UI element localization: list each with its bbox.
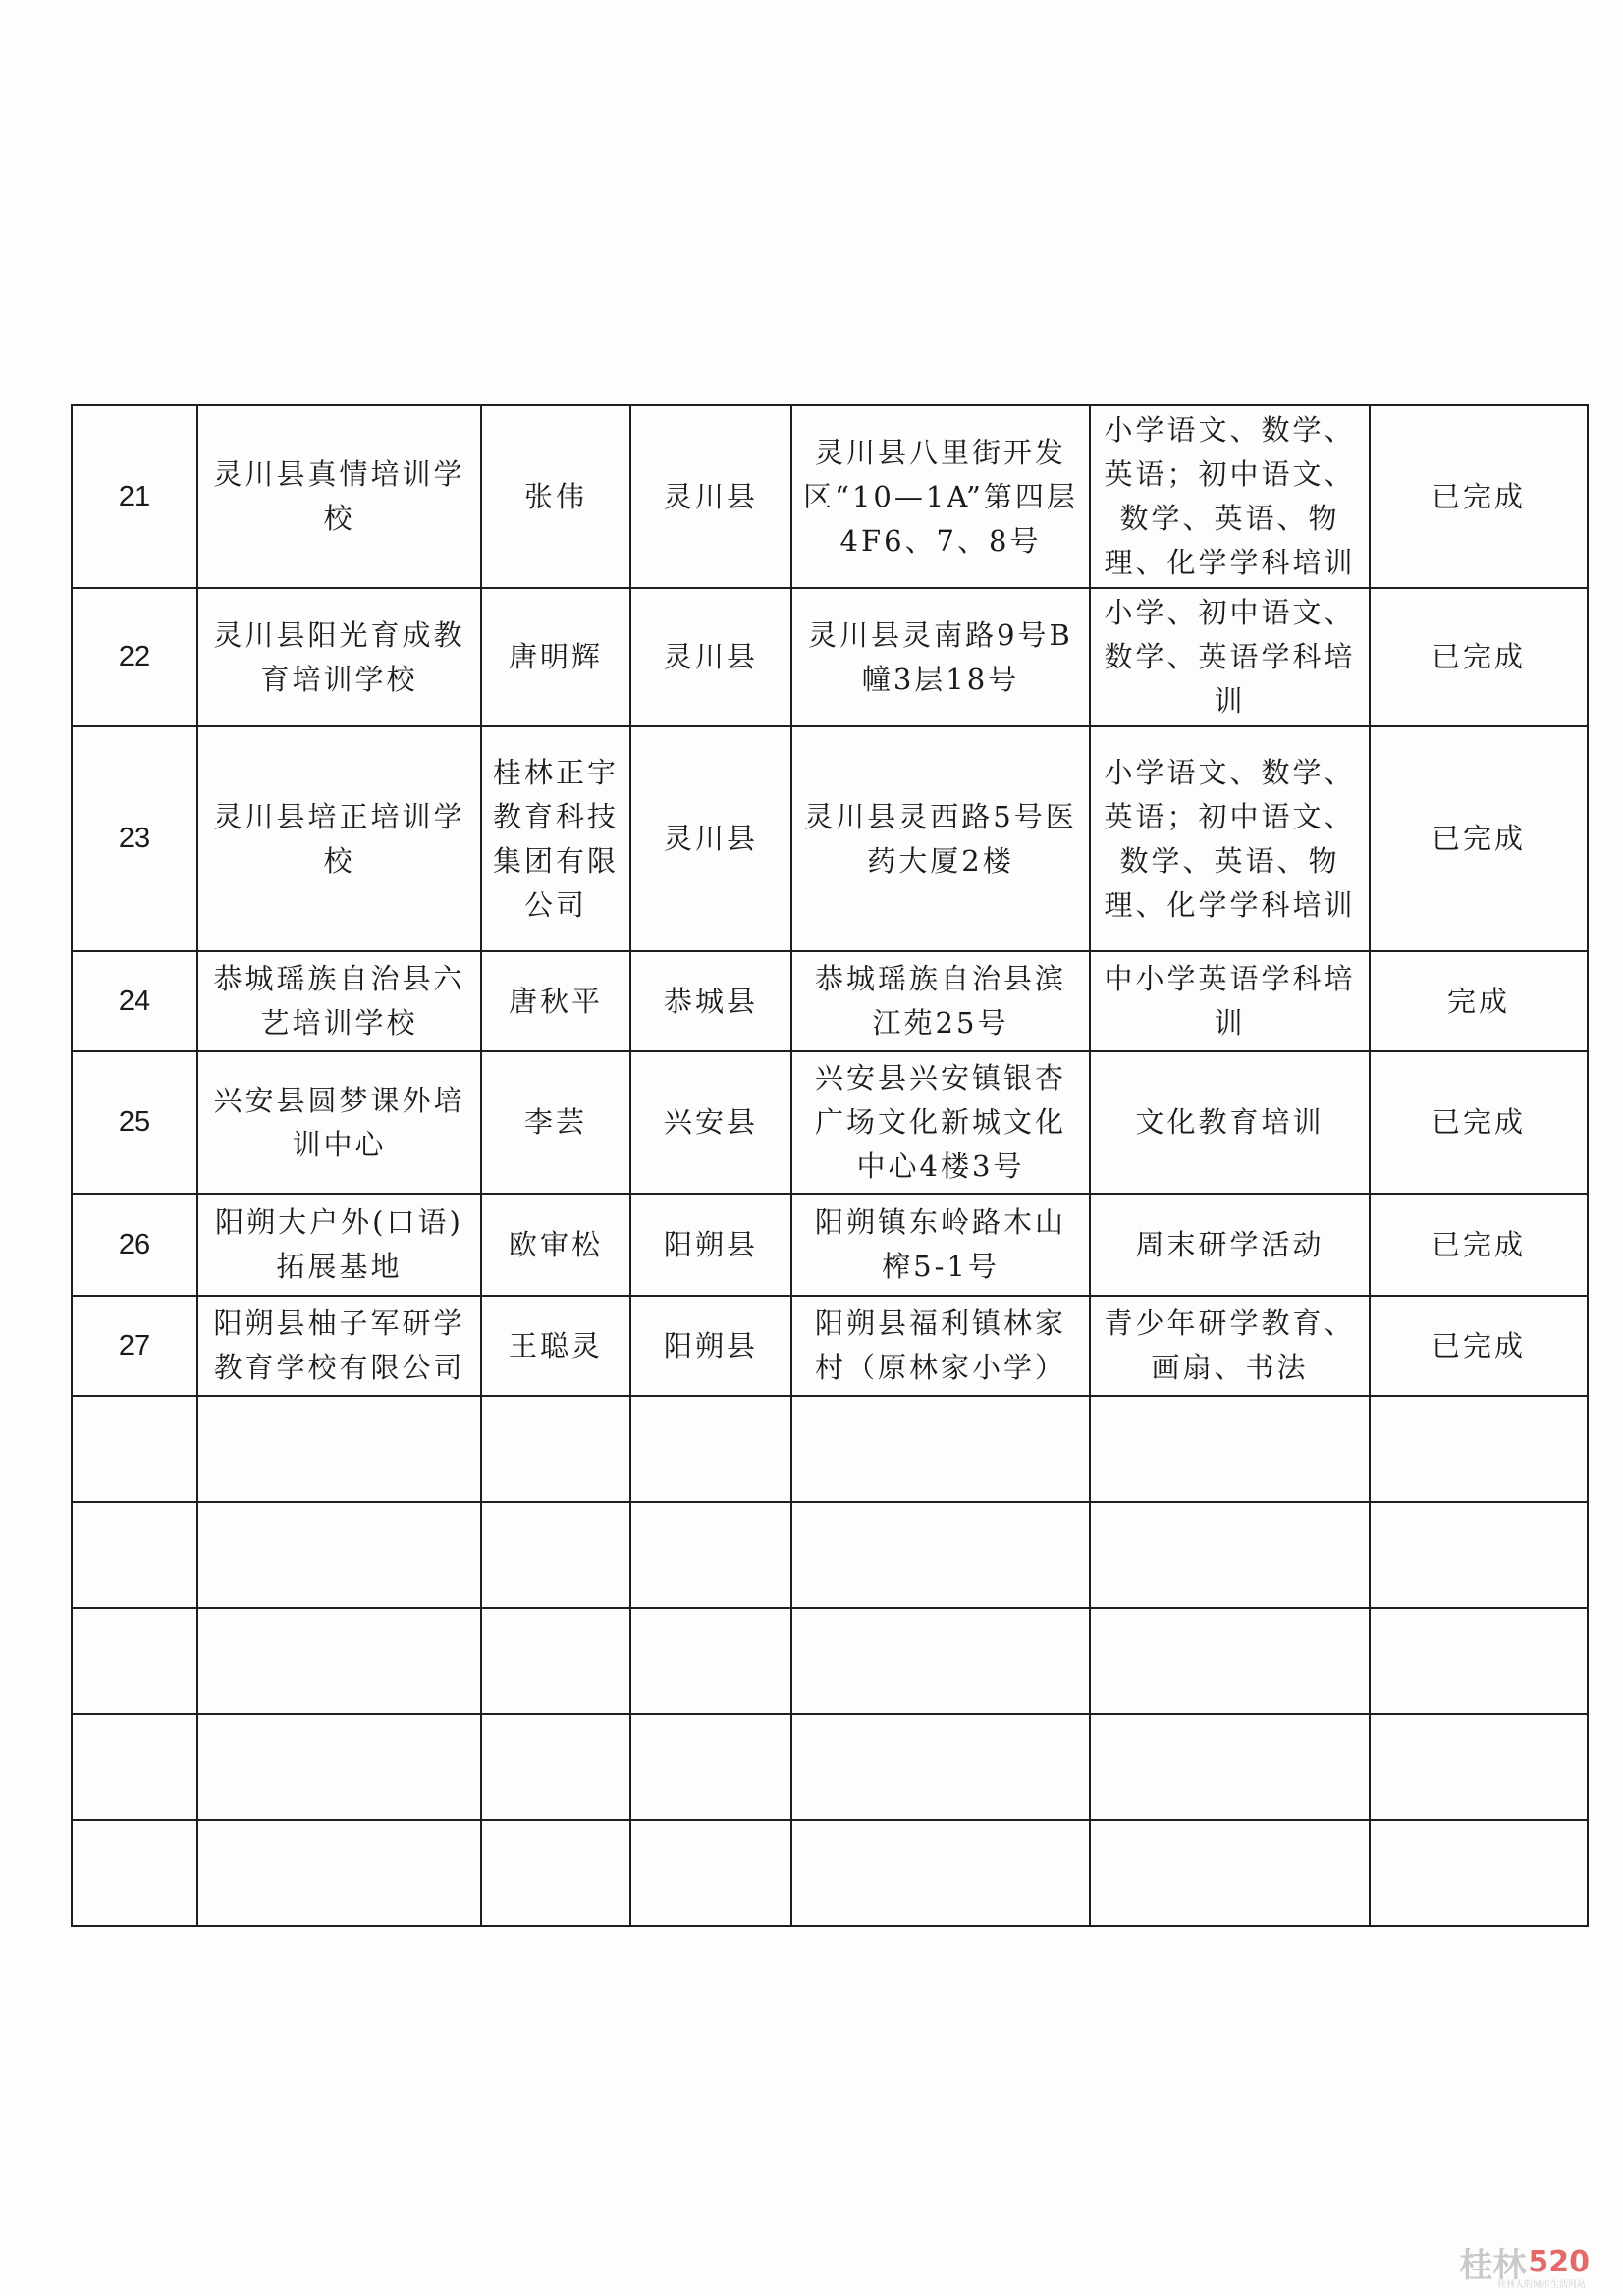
empty-cell: [1090, 1396, 1370, 1502]
site-watermark: [1459, 2238, 1590, 2290]
institution-name: 兴安县圆梦课外培训中心: [197, 1051, 481, 1194]
status: 已完成: [1370, 1194, 1588, 1296]
training-scope: 小学、初中语文、数学、英语学科培训: [1090, 588, 1370, 726]
address: 灵川县灵西路5号医药大厦2楼: [791, 726, 1090, 951]
watermark-text: 桂林: [1459, 2246, 1527, 2285]
county: 灵川县: [630, 405, 791, 588]
responsible-person: 李芸: [481, 1051, 630, 1194]
institution-name: 恭城瑶族自治县六艺培训学校: [197, 951, 481, 1051]
county: 兴安县: [630, 1051, 791, 1194]
training-institution-table: [71, 404, 1589, 1927]
empty-cell: [197, 1502, 481, 1608]
empty-cell: [481, 1396, 630, 1502]
responsible-person: 欧审松: [481, 1194, 630, 1296]
table-row: [72, 726, 1588, 951]
status: 已完成: [1370, 1296, 1588, 1396]
empty-cell: [1090, 1502, 1370, 1608]
empty-cell: [1090, 1820, 1370, 1926]
empty-cell: [72, 1608, 197, 1714]
row-number: 24: [72, 951, 197, 1051]
training-scope: 文化教育培训: [1090, 1051, 1370, 1194]
row-number: 21: [72, 405, 197, 588]
training-scope: 青少年研学教育、画扇、书法: [1090, 1296, 1370, 1396]
table-row: [72, 1194, 1588, 1296]
institution-name: 灵川县阳光育成教育培训学校: [197, 588, 481, 726]
empty-cell: [1370, 1714, 1588, 1820]
table-row: [72, 405, 1588, 588]
table-row: [72, 1051, 1588, 1194]
status: 已完成: [1370, 726, 1588, 951]
responsible-person: 王聪灵: [481, 1296, 630, 1396]
address: 阳朔县福利镇林家村（原林家小学）: [791, 1296, 1090, 1396]
empty-cell: [197, 1396, 481, 1502]
responsible-person: 唐明辉: [481, 588, 630, 726]
training-scope: 周末研学活动: [1090, 1194, 1370, 1296]
empty-cell: [791, 1608, 1090, 1714]
empty-cell: [1370, 1396, 1588, 1502]
empty-cell: [630, 1502, 791, 1608]
institution-name: 灵川县培正培训学校: [197, 726, 481, 951]
institution-name: 阳朔县柚子军研学教育学校有限公司: [197, 1296, 481, 1396]
empty-cell: [1090, 1608, 1370, 1714]
row-number: 25: [72, 1051, 197, 1194]
empty-cell: [481, 1714, 630, 1820]
address: 灵川县八里街开发区“10—1A”第四层4F6、7、8号: [791, 405, 1090, 588]
status: 已完成: [1370, 588, 1588, 726]
address: 灵川县灵南路9号B幢3层18号: [791, 588, 1090, 726]
empty-row: [72, 1608, 1588, 1714]
row-number: 23: [72, 726, 197, 951]
institution-name: 阳朔大户外(口语)拓展基地: [197, 1194, 481, 1296]
empty-cell: [197, 1820, 481, 1926]
status: 已完成: [1370, 405, 1588, 588]
address: 恭城瑶族自治县滨江苑25号: [791, 951, 1090, 1051]
empty-cell: [1370, 1608, 1588, 1714]
empty-cell: [1090, 1714, 1370, 1820]
empty-cell: [791, 1502, 1090, 1608]
empty-row: [72, 1714, 1588, 1820]
training-scope: 中小学英语学科培训: [1090, 951, 1370, 1051]
row-number: 26: [72, 1194, 197, 1296]
empty-row: [72, 1820, 1588, 1926]
address: 兴安县兴安镇银杏广场文化新城文化中心4楼3号: [791, 1051, 1090, 1194]
status: 已完成: [1370, 1051, 1588, 1194]
empty-cell: [630, 1820, 791, 1926]
table-row: [72, 588, 1588, 726]
empty-cell: [72, 1714, 197, 1820]
empty-cell: [481, 1608, 630, 1714]
empty-cell: [791, 1396, 1090, 1502]
watermark-number: 520: [1528, 2245, 1590, 2279]
county: 灵川县: [630, 726, 791, 951]
empty-cell: [791, 1820, 1090, 1926]
county: 阳朔县: [630, 1194, 791, 1296]
row-number: 22: [72, 588, 197, 726]
empty-cell: [1370, 1820, 1588, 1926]
county: 灵川县: [630, 588, 791, 726]
empty-row: [72, 1502, 1588, 1608]
empty-cell: [197, 1608, 481, 1714]
empty-cell: [481, 1820, 630, 1926]
status: 完成: [1370, 951, 1588, 1051]
empty-cell: [481, 1502, 630, 1608]
empty-cell: [72, 1396, 197, 1502]
responsible-person: 桂林正宇教育科技集团有限公司: [481, 726, 630, 951]
empty-cell: [197, 1714, 481, 1820]
empty-cell: [630, 1608, 791, 1714]
empty-cell: [630, 1714, 791, 1820]
empty-cell: [791, 1714, 1090, 1820]
training-scope: 小学语文、数学、英语；初中语文、数学、英语、物理、化学学科培训: [1090, 405, 1370, 588]
empty-cell: [630, 1396, 791, 1502]
empty-cell: [1370, 1502, 1588, 1608]
county: 恭城县: [630, 951, 791, 1051]
empty-row: [72, 1396, 1588, 1502]
training-scope: 小学语文、数学、英语；初中语文、数学、英语、物理、化学学科培训: [1090, 726, 1370, 951]
empty-cell: [72, 1820, 197, 1926]
institution-name: 灵川县真情培训学校: [197, 405, 481, 588]
address: 阳朔镇东岭路木山榨5-1号: [791, 1194, 1090, 1296]
county: 阳朔县: [630, 1296, 791, 1396]
responsible-person: 张伟: [481, 405, 630, 588]
table-row: [72, 951, 1588, 1051]
row-number: 27: [72, 1296, 197, 1396]
watermark-subtitle: 桂林人的城市生活网站: [1496, 2280, 1586, 2290]
empty-cell: [72, 1502, 197, 1608]
table-row: [72, 1296, 1588, 1396]
responsible-person: 唐秋平: [481, 951, 630, 1051]
